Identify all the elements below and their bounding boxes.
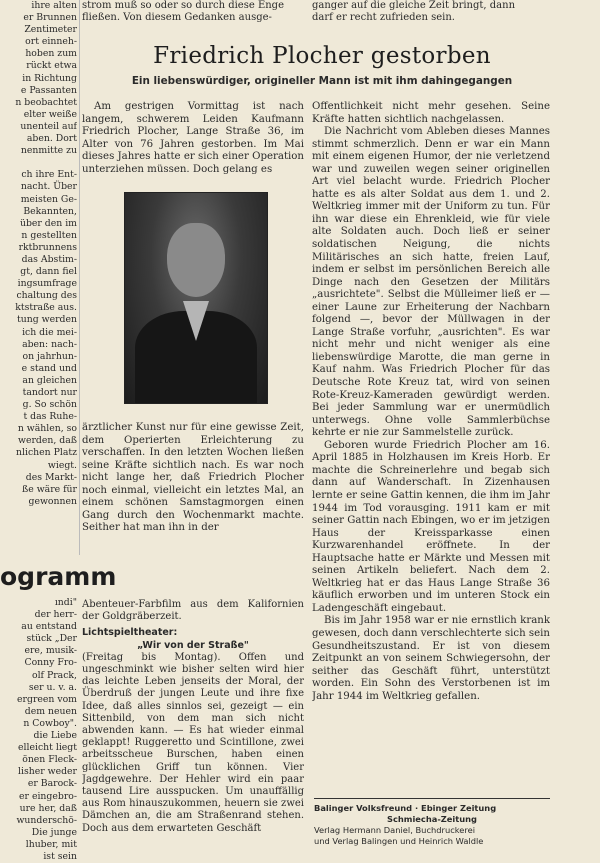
text-line: önen Fleck- — [22, 754, 77, 766]
text-line: meisten Ge- — [20, 193, 77, 205]
portrait-face — [167, 223, 225, 297]
text-line: n Cowboy". — [23, 717, 77, 729]
text-line: darf er recht zufrieden sein. — [312, 11, 455, 23]
text-line: rktbrunnens — [18, 241, 77, 253]
paragraph: Geboren wurde Friedrich Plocher am 16. April 1885 in Holzhausen im Kreis Horb. Er machte die Schreinerlehre und begab sich dann auf Wanderschaft. In Zizenhausen lernte er seine Gattin kennen, die ihm im Jahr 1944 im Tod vorausging. 1911 kam er mit seiner Gattin nach Ebingen, wo er im jetzigen Haus der Kreissparkasse einen Kurzwarenhandel eröffnete. In der Hauptsache hatte er Märkte und Messen mit seinen Artikeln beliefert. Nach dem 2. Weltkrieg hat er das Haus Lange Straße 36 käuflich erworben und im unteren Stock ein Ladengeschäft eingebaut. — [312, 439, 550, 614]
previous-article-tail — [82, 0, 304, 23]
paragraph: Abenteuer-Farbfilm aus dem Kalifornien der Goldgräberzeit. — [82, 599, 304, 623]
text-line: au entstand — [21, 621, 77, 633]
text-line: Conny Fro- — [24, 657, 77, 669]
text-line: tung werden — [17, 314, 77, 326]
text-line: an gleichen — [22, 374, 77, 386]
imprint-line: und Verlag Balingen und Heinrich Waldle — [314, 836, 484, 846]
article-column-2 — [312, 101, 550, 703]
text-line: Zentimeter — [24, 24, 77, 36]
paragraph: Am gestrigen Vormittag ist nach langem, schwerem Leiden Kaufmann Friedrich Plocher, Lange Straße 36, im Alter von 76 Jahren gestorben. Im Mai dieses Jahres hatte er sich einer Operation unterziehen müssen. Doch gelang es — [82, 101, 304, 175]
text-line: ch ihre Ent- — [21, 169, 77, 181]
text-line: gewonnen — [28, 495, 77, 507]
column-rule — [79, 0, 80, 555]
text-line: rückt etwa — [26, 60, 77, 72]
text-line: Die junge — [31, 826, 77, 838]
lower-left-column-clipped — [0, 597, 77, 863]
text-line: ergreen vom — [17, 693, 77, 705]
article-column-1-bottom — [82, 422, 304, 535]
text-line: ser u. v. a. — [28, 681, 77, 693]
text-line: unenteil auf — [20, 120, 77, 132]
previous-article-tail-right — [312, 0, 552, 23]
text-line: aben: nach- — [22, 338, 77, 350]
imprint-line: Schmiecha-Zeitung — [387, 814, 477, 824]
text-line: e Passanten — [20, 84, 77, 96]
text-line: ındi" — [54, 597, 77, 608]
text-line — [0, 157, 77, 169]
text-line: ganger auf die gleiche Zeit bringt, dann — [312, 0, 516, 11]
cinema-program-column — [82, 599, 304, 835]
text-line: ktstraße aus. — [15, 302, 77, 314]
article-column-1-top — [82, 101, 304, 176]
text-line: fließen. Von diesem Gedanken ausge- — [82, 11, 272, 23]
text-line: aben. Dort — [26, 133, 77, 145]
text-line: er eingebro- — [19, 790, 77, 802]
text-line: ort einneh- — [25, 36, 77, 48]
text-line: t das Ruhe- — [23, 411, 77, 423]
imprint — [314, 803, 554, 847]
text-line: chaltung des — [16, 290, 77, 302]
imprint-line: Verlag Hermann Daniel, Buchdruckerei — [314, 825, 476, 835]
paragraph: (Freitag bis Montag). Offen und ungeschminkt wie bisher selten wird hier das leichte Leben jenseits der Moral, der Überdruß der jungen Leute und ihre fixe Idee, daß alles sinnlos sei, gezeigt — ein Sittenbild, von dem man sich nicht abwenden kann. — Es hat wieder einmal geklappt! Ruggeretto und Scintillone, zwei arbeitsscheue Burschen, haben einen glücklichen Griff tun können. Vier Jagdgewehre. Der Hehler wird ein paar tausend Lire ausspucken. Um unauffällig aus Rom hinauszukommen, heuern sie zwei Dämchen an, die am Straßenrand stehen. Doch aus dem erwarteten Geschäft — [82, 651, 304, 834]
paragraph: Öffentlichkeit nicht mehr gesehen. Seine Kräfte hatten sichtlich nachgelassen. — [312, 101, 550, 125]
text-line: on jahrhun- — [22, 350, 77, 362]
text-line: in Richtung — [22, 72, 77, 84]
text-line: hoben zum — [25, 48, 77, 60]
text-line: der herr- — [34, 609, 77, 621]
text-line: wunderschö- — [16, 814, 77, 826]
paragraph: ärztlicher Kunst nur für eine gewisse Zeit, dem Operierten Erleichterung zu verschaffen. In den letzten Wochen ließen seine Kräfte sichtlich nach. Es war noch nicht lange her, daß Friedrich Plocher noch einmal, vielleicht ein letztes Mal, an einem schönen Samstagmorgen einen Gang durch den Wochenmarkt machte. Seither hat man ihn in der — [82, 422, 304, 534]
text-line: olf Prack, — [31, 669, 77, 681]
paragraph: Bis im Jahr 1958 war er nie ernstlich krank gewesen, doch dann verschlechterte sich sein Gesundheitszustand. Er ist von diesem Zeitpunkt an von seinem Schwiegersohn, der seither das Geschäft führt, unterstützt worden. Ein Sohn des Verstorbenen ist im Jahr 1944 im Weltkrieg gefallen. — [312, 615, 550, 702]
text-line: n beobachtet — [15, 96, 77, 108]
text-line: n gestellten — [21, 229, 77, 241]
text-line: des Markt- — [25, 471, 77, 483]
text-line: er Brunnen — [23, 12, 77, 24]
programm-heading: ogramm — [0, 562, 117, 591]
text-line: ich die mei- — [22, 326, 77, 338]
text-line: ingsumfrage — [17, 278, 77, 290]
text-line: stück „Der — [26, 633, 77, 645]
imprint-line: Balinger Volksfreund · Ebinger Zeitung — [314, 803, 497, 813]
text-line: über den im — [19, 217, 77, 229]
text-line: er Barock- — [27, 778, 77, 790]
text-line: Bekannten, — [23, 205, 77, 217]
text-line: lisher weder — [18, 766, 77, 778]
text-line: nacht. Über — [20, 181, 77, 193]
text-line: ße wäre für — [22, 483, 77, 495]
text-line: lhuber, mit — [25, 838, 77, 850]
text-line: das Abstim- — [21, 253, 77, 265]
left-column-clipped — [0, 0, 77, 508]
text-line: ihre alten — [31, 0, 77, 11]
text-line: g. So schön — [22, 399, 77, 411]
text-line: elter weiße — [23, 108, 77, 120]
paragraph: Die Nachricht vom Ableben dieses Mannes stimmt schmerzlich. Denn er war ein Mann mit einem eigenen Humor, der nie verletzend war und zuweilen wegen seiner originellen Art viel belacht wurde. Friedrich Plocher hatte es als alter Soldat aus dem 1. und 2. Weltkrieg immer mit der Uniform zu tun. Für ihn war diese ein Ehrenkleid, wie für viele alte Soldaten auch. Doch ließ er seiner soldatischen Neigung, die nichts Militärisches an sich hatte, freien Lauf, indem er selbst im persönlichen Bereich alle Dinge nach den Gesetzen der Militärs „ausrichtete". Selbst die Mülleimer ließ er — einer Laune zur Erheiterung der Nachbarn folgend —, bevor der Müllwagen in der Lange Straße vorfuhr, „ausrichten". Es war nicht mehr und nicht weniger als eine liebenswürdige Marotte, die man gerne in Kauf nahm. Was Friedrich Plocher für das Deutsche Rote Kreuz tat, wird von seinen Rote-Kreuz-Kameraden gewürdigt werden. Bei jeder Sammlung war er unermüdlich unterwegs. Ohne volle Sammlerbüchse kehrte er nie zur Sammelstelle zurück. — [312, 126, 550, 439]
text-line: strom muß so oder so durch diese Enge — [82, 0, 285, 11]
text-line: ist sein — [43, 850, 77, 862]
text-line: die Liebe — [33, 730, 77, 742]
text-line: nenmitte zu — [20, 145, 77, 157]
text-line: ere, musik- — [24, 645, 77, 657]
text-line: elleicht liegt — [18, 742, 77, 754]
text-line: wiegt. — [47, 459, 77, 471]
imprint-rule — [314, 798, 550, 799]
text-line: werden, daß — [18, 435, 77, 447]
text-line: nlichen Platz — [16, 447, 77, 459]
film-title: „Wir von der Straße" — [137, 639, 249, 651]
text-line: n wählen, so — [17, 423, 77, 435]
article-headline: Friedrich Plocher gestorben — [153, 43, 491, 69]
text-line: e stand und — [21, 362, 77, 374]
text-line: dem neuen — [24, 705, 77, 717]
text-line: gt, dann fiel — [20, 266, 77, 278]
text-line: ure her, daß — [19, 802, 77, 814]
portrait-photo — [124, 192, 268, 404]
text-line: tandort nur — [22, 387, 77, 398]
section-label: Lichtspieltheater: — [82, 627, 178, 639]
article-subhead: Ein liebenswürdiger, origineller Mann ist mit ihm dahingegangen — [131, 75, 513, 87]
